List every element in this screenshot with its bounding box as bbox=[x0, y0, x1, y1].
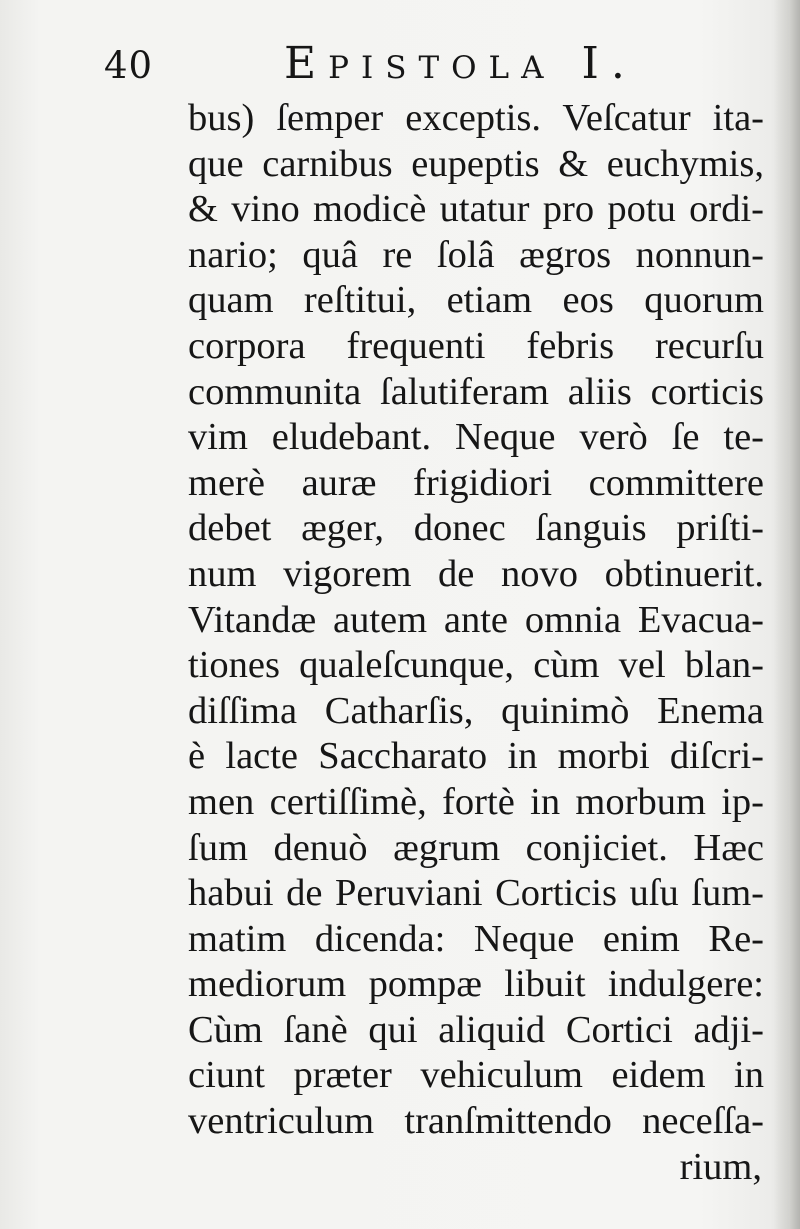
text-line: bus) ſemper exceptis. Veſcatur ita- bbox=[188, 97, 764, 139]
text-line: ſum denuò ægrum conjiciet. Hæc bbox=[188, 826, 764, 869]
page-number: 40 bbox=[104, 44, 154, 87]
running-head: Epistola I. bbox=[284, 38, 637, 89]
text-line: num vigorem de novo obtinuerit. bbox=[188, 552, 764, 595]
text-line: ciunt præter vehiculum eidem in bbox=[188, 1054, 764, 1097]
text-line: matim dicenda: Neque enim Re- bbox=[188, 917, 764, 960]
text-line: nario; quâ re ſolâ ægros nonnun- bbox=[188, 233, 764, 276]
text-line: communita ſalutiferam aliis corticis bbox=[188, 370, 764, 413]
text-line: men certiſſimè, fortè in morbum ip- bbox=[188, 780, 764, 823]
text-line: debet æger, donec ſanguis priſti- bbox=[188, 507, 764, 550]
text-line: merè auræ frigidiori committere bbox=[188, 461, 764, 504]
text-line: Cùm ſanè qui aliquid Cortici adji- bbox=[188, 1008, 764, 1051]
text-line: tiones qualeſcunque, cùm vel blan- bbox=[188, 644, 764, 687]
text-line: ventriculum tranſmittendo neceſſa- bbox=[188, 1100, 764, 1143]
text-line: habui de Peruviani Corticis uſu ſum- bbox=[188, 872, 764, 915]
text-line: quam reſtitui, etiam eos quorum bbox=[188, 279, 764, 322]
body-text bbox=[188, 96, 764, 1190]
text-line: & vino modicè utatur pro potu ordi- bbox=[188, 188, 764, 231]
text-line: corpora frequenti febris recurſu bbox=[188, 324, 764, 367]
text-line: vim eludebant. Neque verò ſe te- bbox=[188, 416, 764, 459]
text-line: mediorum pompæ libuit indulgere: bbox=[188, 963, 764, 1006]
text-line: diſſima Catharſis, quinimò Enema bbox=[188, 689, 764, 732]
page-gutter-shadow bbox=[774, 0, 800, 1229]
text-line: è lacte Saccharato in morbi diſcri- bbox=[188, 735, 764, 778]
text-line: Vitandæ autem ante omnia Evacua- bbox=[188, 598, 764, 641]
text-line-catchword: rium, bbox=[679, 1145, 762, 1188]
text-line: que carnibus eupeptis & euchymis, bbox=[188, 142, 764, 185]
